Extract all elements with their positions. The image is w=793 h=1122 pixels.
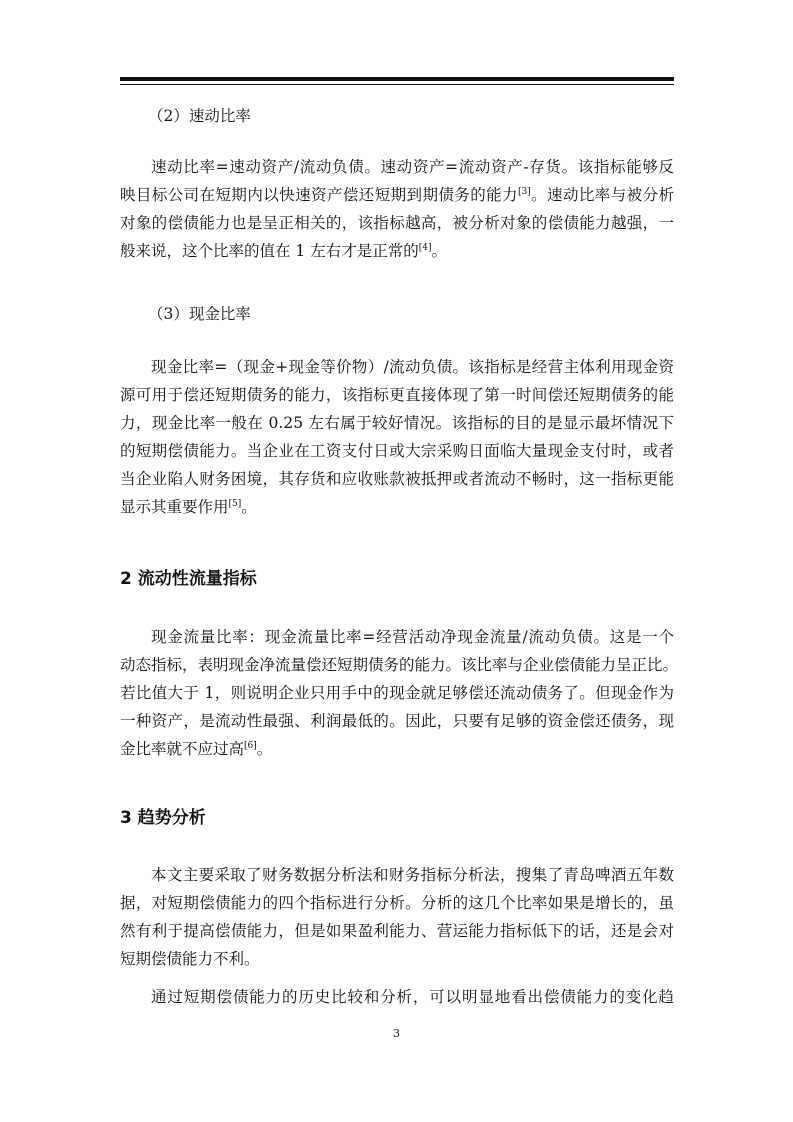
text-line: 的短期偿债能力。当企业在工资支付日或大宗采购日面临大量现金支付时，或者 (120, 442, 674, 460)
section-heading-flow-indicators: 2 流动性流量指标 (120, 569, 257, 589)
citation: [4] (418, 243, 432, 253)
text-line: 本文主要采取了财务数据分析法和财务指标分析法，搜集了青岛啤酒五年数 (151, 866, 674, 884)
paragraph-cash-flow-ratio (120, 623, 679, 763)
text-line: 当企业陷人财务困境，其存货和应收账款被抵押或者流动不畅时，这一指标更能 (120, 470, 674, 488)
text-line: 映目标公司在短期内以快速资产偿还短期到期债务的能力[3]。速动比率与被分析 (120, 186, 674, 204)
section-heading-trend-analysis: 3 趋势分析 (120, 808, 206, 828)
text-line: 金比率就不应过高[6]。 (120, 740, 273, 758)
subheading-cash-ratio: （3）现金比率 (148, 305, 251, 323)
text-line: 般来说，这个比率的值在 1 左右才是正常的[4]。 (120, 242, 447, 260)
text-line: 一种资产，是流动性最强、利润最低的。因此，只要有足够的资金偿还债务，现 (120, 712, 674, 730)
text-line: 现金流量比率：现金流量比率=经营活动净现金流量/流动负债。这是一个 (151, 628, 674, 646)
text-line: 若比值大于 1，则说明企业只用手中的现金就足够偿还流动债务了。但现金作为 (120, 684, 674, 702)
text-line: 现金比率=（现金+现金等价物）/流动负债。该指标是经营主体利用现金资 (151, 358, 674, 376)
header-rule-thick (120, 77, 674, 81)
paragraph-quick-ratio (120, 153, 674, 265)
paragraph-trend-analysis (120, 861, 674, 973)
paragraph-cash-ratio (120, 353, 674, 521)
citation: [5] (228, 499, 242, 509)
text-line: 动态指标，表明现金净流量偿还短期债务的能力。该比率与企业偿债能力呈正比。 (120, 656, 679, 674)
text-line: 显示其重要作用[5]。 (120, 498, 257, 516)
page-number: 3 (393, 1027, 400, 1040)
text-line: 据，对短期偿债能力的四个指标进行分析。分析的这几个比率如果是增长的，虽 (120, 894, 674, 912)
text-line: 力，现金比率一般在 0.25 左右属于较好情况。该指标的目的是显示最坏情况下 (120, 414, 674, 432)
citation: [6] (244, 741, 257, 751)
text-line: 通过短期偿债能力的历史比较和分析，可以明显地看出偿债能力的变化趋 (151, 988, 674, 1006)
text-line: 短期偿债能力不利。 (120, 950, 260, 968)
header-rule-thin (120, 84, 674, 85)
text-line: 源可用于偿还短期债务的能力，该指标更直接体现了第一时间偿还短期债务的能 (120, 386, 674, 404)
text-line: 然有利于提高偿债能力，但是如果盈利能力、营运能力指标低下的话，还是会对 (120, 922, 674, 940)
subheading-quick-ratio: （2）速动比率 (148, 107, 251, 125)
text-line: 速动比率=速动资产/流动负债。速动资产=流动资产-存货。该指标能够反 (151, 158, 674, 176)
text-line: 对象的偿债能力也是呈正相关的，该指标越高，被分析对象的偿债能力越强，一 (120, 214, 674, 232)
citation: [3] (517, 187, 531, 197)
paragraph-trend-history (120, 983, 674, 1011)
